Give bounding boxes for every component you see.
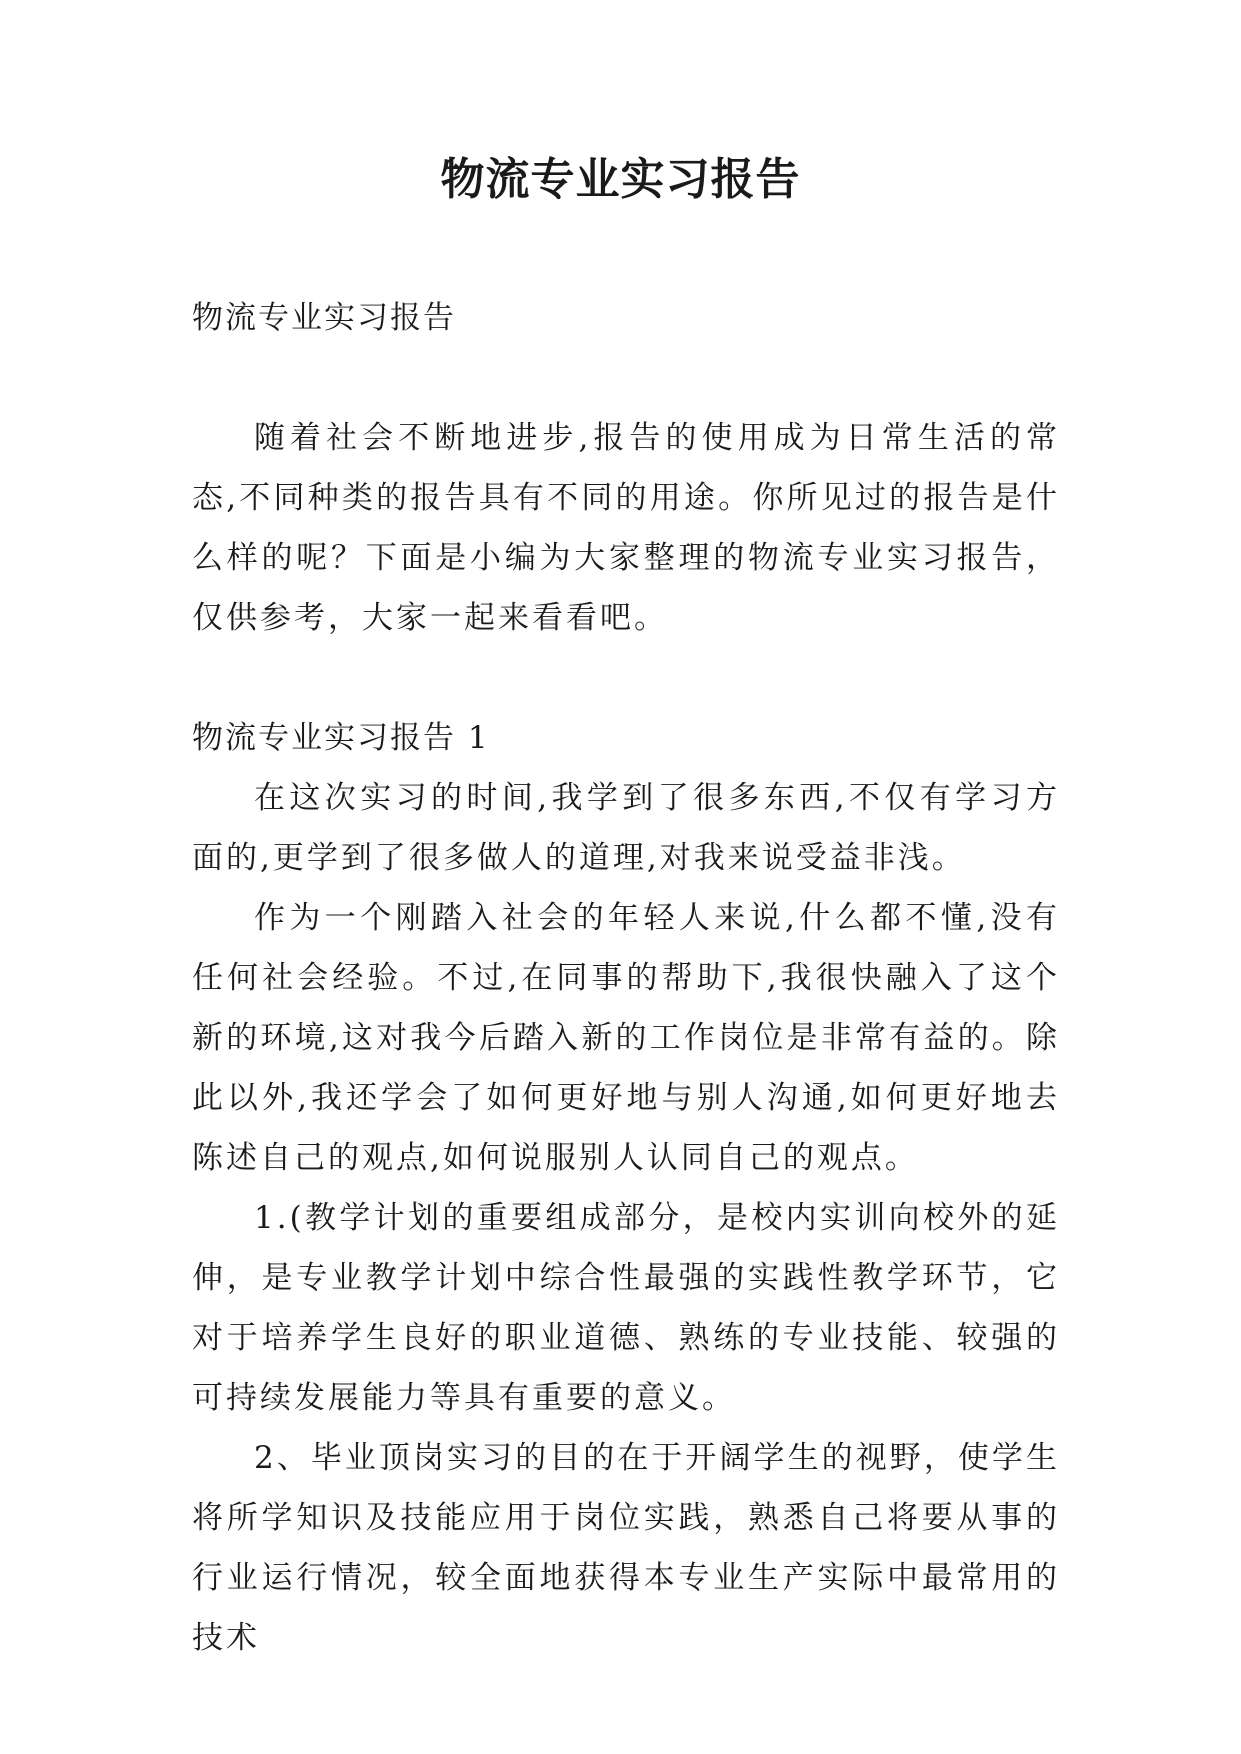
spacer	[192, 648, 1060, 708]
intro-paragraph: 随着社会不断地进步,报告的使用成为日常生活的常态,不同种类的报告具有不同的用途。你所见过的报告是什么样的呢？下面是小编为大家整理的物流专业实习报告，仅供参考，大家一起来看看吧。	[192, 420, 1060, 636]
body-paragraph: 1.(教学计划的重要组成部分，是校内实训向校外的延伸，是专业教学计划中综合性最强的实践性教学环节，它对于培养学生良好的职业道德、熟练的专业技能、较强的可持续发展能力等具有重要的意义。	[192, 1200, 1060, 1416]
document-title: 物流专业实习报告	[440, 154, 801, 205]
body-paragraph: 作为一个刚踏入社会的年轻人来说,什么都不懂,没有任何社会经验。不过,在同事的帮助下,我很快融入了这个新的环境,这对我今后踏入新的工作岗位是非常有益的。除此以外,我还学会了如何更好地与别人沟通,如何更好地去陈述自己的观点,如何说服别人认同自己的观点。	[192, 900, 1060, 1176]
spacer	[192, 348, 1060, 408]
body-paragraph: 2、毕业顶岗实习的目的在于开阔学生的视野，使学生将所学知识及技能应用于岗位实践，熟悉自己将要从事的行业运行情况，较全面地获得本专业生产实际中最常用的技术	[192, 1440, 1060, 1656]
section-heading: 物流专业实习报告 1	[192, 720, 490, 756]
body-paragraph: 在这次实习的时间,我学到了很多东西,不仅有学习方面的,更学到了很多做人的道理,对我来说受益非浅。	[192, 780, 1060, 876]
document-body	[192, 288, 1060, 1668]
document-subtitle: 物流专业实习报告	[192, 300, 456, 336]
